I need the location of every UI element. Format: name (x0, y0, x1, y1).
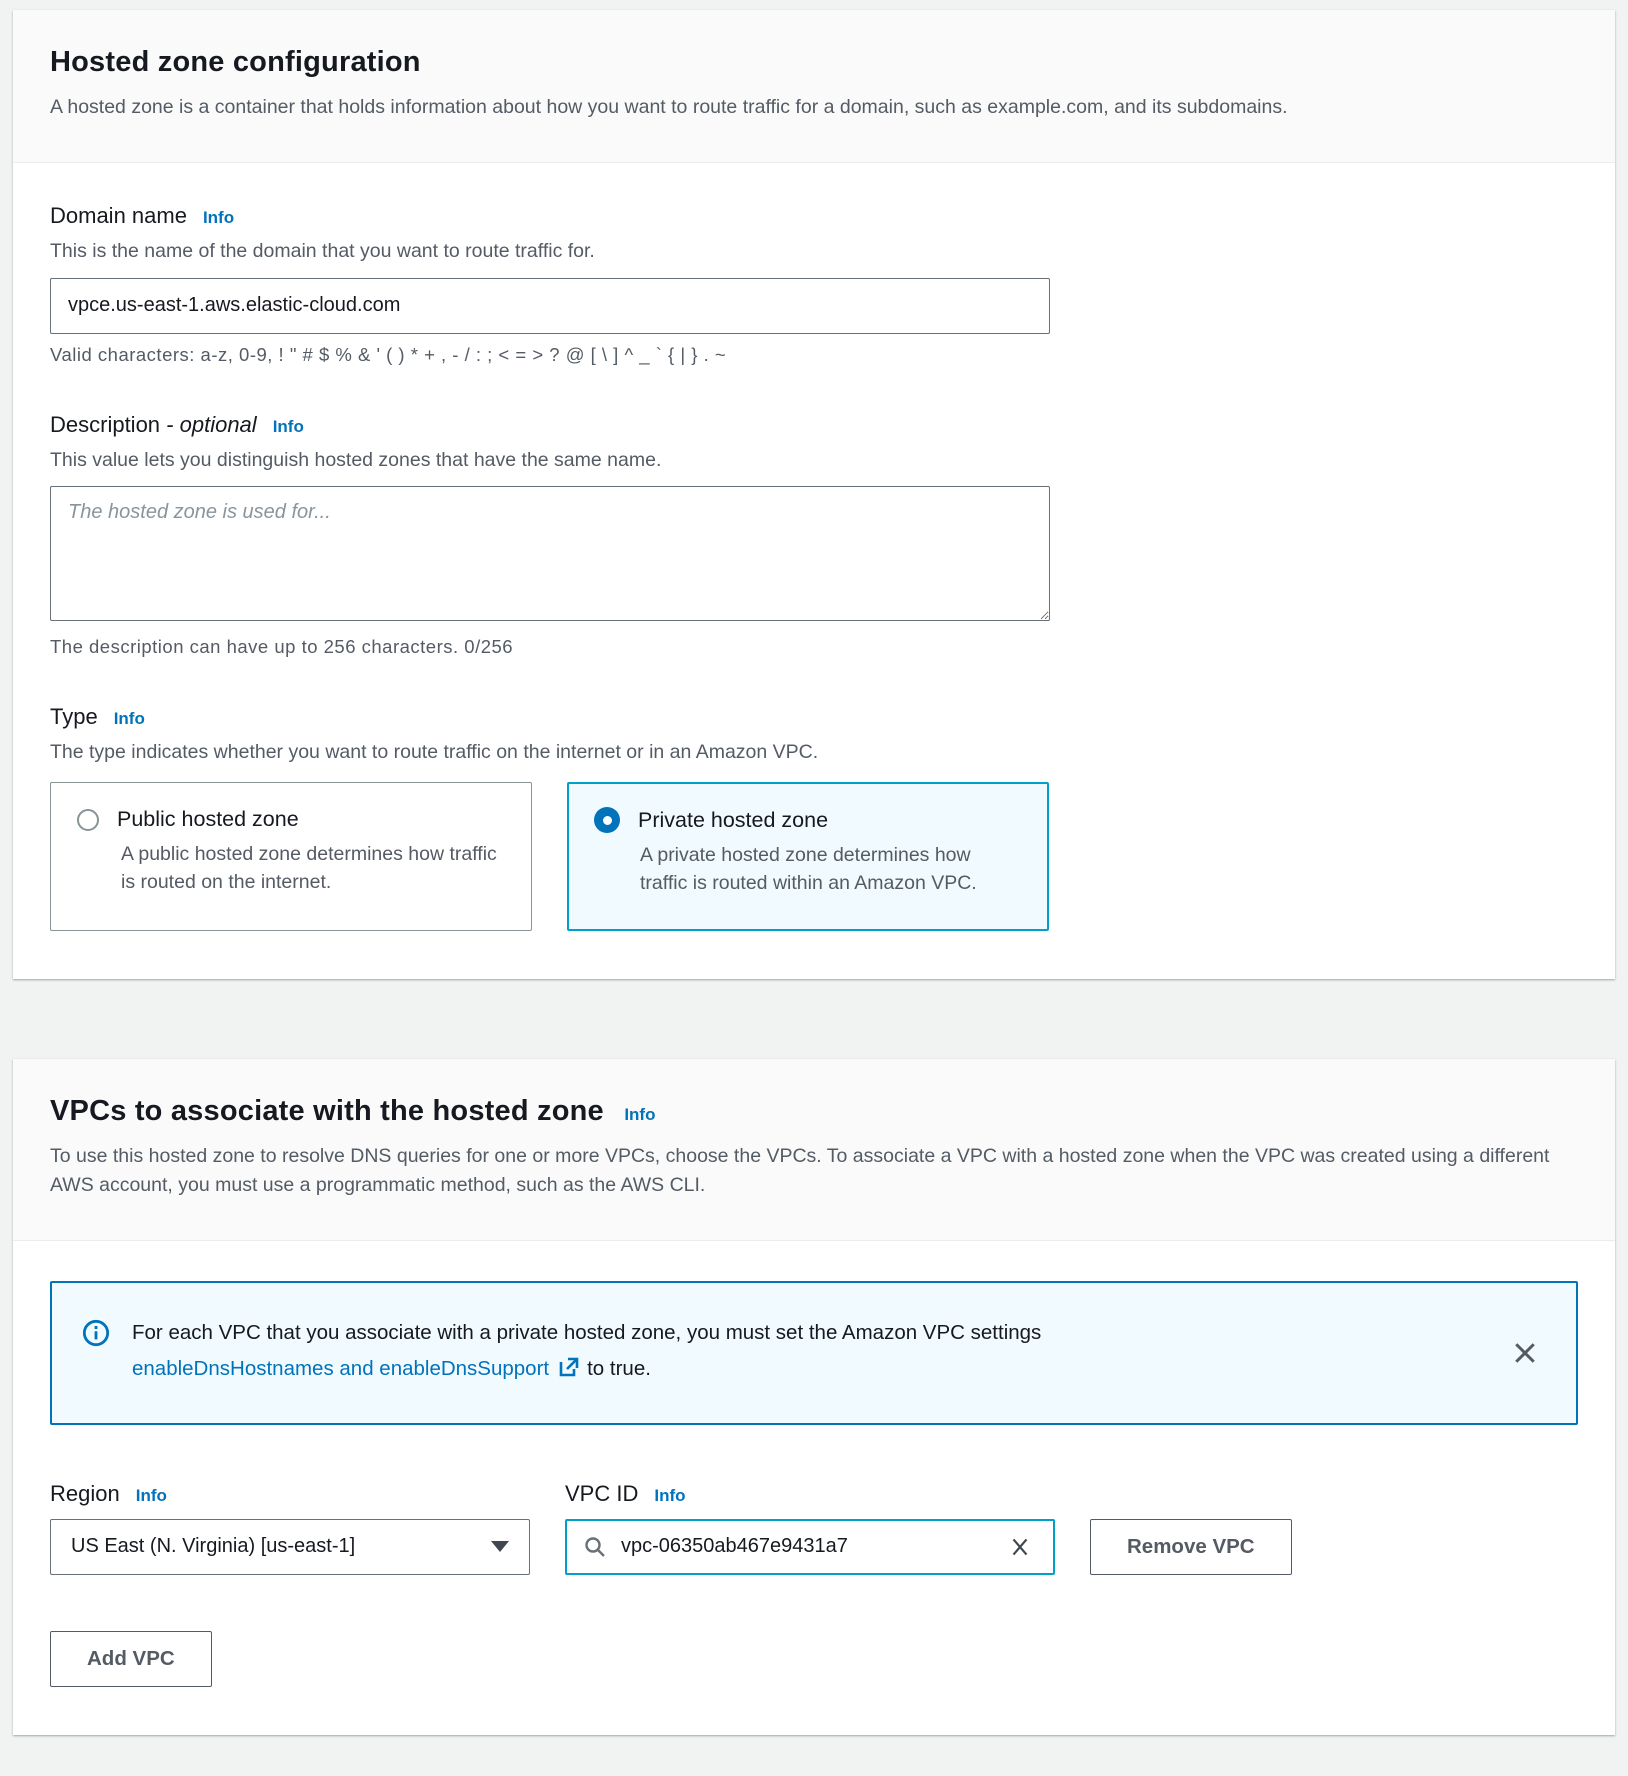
add-vpc-button[interactable]: Add VPC (50, 1631, 212, 1687)
vpcs-card-header (13, 1059, 1615, 1242)
private-hosted-zone-radio[interactable] (594, 807, 620, 833)
info-circle-icon (82, 1319, 110, 1352)
remove-vpc-button[interactable]: Remove VPC (1090, 1519, 1292, 1575)
domain-name-input[interactable] (50, 278, 1050, 334)
banner-dns-settings-link[interactable]: enableDnsHostnames and enableDnsSupport (132, 1356, 550, 1380)
vpc-id-field-group (565, 1481, 1055, 1575)
domain-name-constraint: Valid characters: a-z, 0-9, ! " # $ % & ' ( ) * + , - / : ; < = > ? @ [ \ ] ^ _ ` { | } . ~ (50, 343, 727, 365)
vpc-id-input[interactable] (619, 1534, 1003, 1559)
banner-close-icon[interactable] (1504, 1332, 1546, 1374)
region-field-group (50, 1481, 530, 1575)
vpcs-card-title: VPCs to associate with the hosted zone (50, 1094, 604, 1127)
public-hosted-zone-radio[interactable] (77, 809, 99, 831)
type-options (50, 782, 1578, 931)
public-hosted-zone-tile[interactable] (50, 782, 532, 931)
search-icon (583, 1535, 607, 1559)
type-field-group (50, 704, 1578, 931)
hosted-zone-configuration-card (13, 10, 1615, 979)
vpc-settings-info-banner (50, 1281, 1578, 1425)
region-selected-value: US East (N. Virginia) [us-east-1] (71, 1535, 356, 1558)
type-info-link[interactable]: Info (113, 708, 145, 728)
description-field-group (50, 412, 1578, 658)
domain-name-info-link[interactable]: Info (202, 208, 235, 228)
vpc-id-info-link[interactable]: Info (654, 1485, 686, 1505)
domain-name-field-group (50, 203, 1578, 365)
region-label: Region (50, 1480, 120, 1506)
hosted-zone-card-title: Hosted zone configuration (50, 46, 421, 78)
private-hosted-zone-title: Private hosted zone (638, 807, 829, 832)
external-link-icon[interactable] (557, 1361, 581, 1384)
vpc-id-search-box (565, 1519, 1055, 1575)
description-optional-suffix: - optional (166, 411, 257, 437)
description-character-counter: The description can have up to 256 characters. 0/256 (50, 635, 514, 657)
description-label: Description - optional (50, 411, 257, 437)
banner-text (132, 1315, 1041, 1391)
public-hosted-zone-title: Public hosted zone (117, 807, 299, 832)
hosted-zone-card-body (13, 163, 1615, 978)
type-label: Type (50, 703, 98, 729)
vpcs-card-description: To use this hosted zone to resolve DNS queries for one or more VPCs, choose the VPCs. To associate a VPC with a hosted zone when the VPC was created using a different AWS account, you must use a programmatic method, such as the AWS CLI. (50, 1144, 1550, 1196)
vpc-id-label: VPC ID (565, 1480, 639, 1506)
clear-input-icon[interactable] (1003, 1530, 1037, 1564)
type-description: The type indicates whether you want to route traffic on the internet or in an Amazon VPC. (50, 740, 819, 763)
banner-text-after-link: to true. (587, 1356, 651, 1380)
description-textarea[interactable] (50, 486, 1050, 621)
hosted-zone-card-description: A hosted zone is a container that holds information about how you want to route traffic for a domain, such as example.com, and its subdomains. (50, 96, 1288, 118)
banner-text-before-link: For each VPC that you associate with a private hosted zone, you must set the Amazon VPC settings (132, 1321, 1042, 1345)
domain-name-description: This is the name of the domain that you want to route traffic for. (50, 240, 595, 263)
vpc-association-row (50, 1481, 1578, 1575)
region-info-link[interactable]: Info (135, 1485, 167, 1505)
private-hosted-zone-description: A private hosted zone determines how traffic is routed within an Amazon VPC. (640, 844, 977, 895)
public-hosted-zone-description: A public hosted zone determines how traffic is routed on the internet. (121, 843, 497, 894)
vpcs-associate-card (13, 1059, 1615, 1735)
hosted-zone-card-header (13, 10, 1615, 163)
vpcs-card-info-link[interactable]: Info (624, 1104, 656, 1124)
region-select[interactable] (50, 1519, 530, 1575)
domain-name-label: Domain name (50, 203, 187, 229)
chevron-down-icon (491, 1541, 509, 1552)
private-hosted-zone-tile[interactable] (567, 782, 1049, 931)
description-field-description: This value lets you distinguish hosted zones that have the same name. (50, 448, 662, 471)
vpcs-card-body (13, 1241, 1615, 1735)
description-info-link[interactable]: Info (272, 416, 304, 436)
